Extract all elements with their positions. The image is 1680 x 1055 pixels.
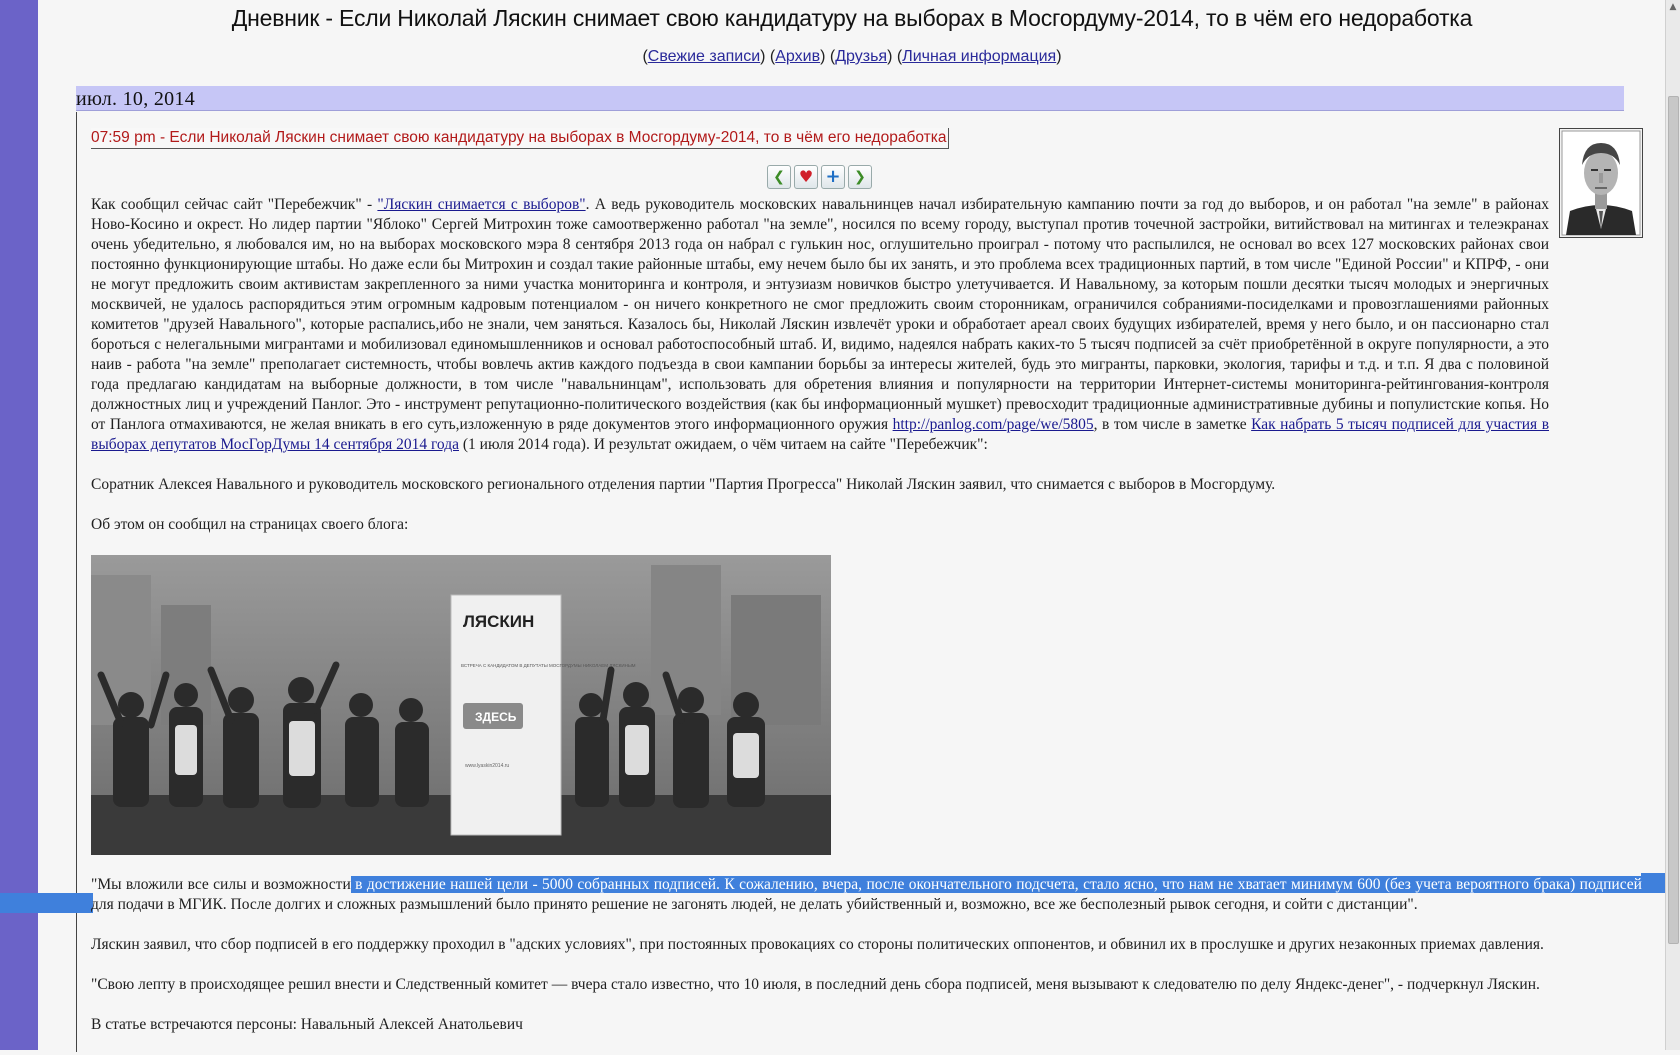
nav-recent-link[interactable]: Свежие записи <box>647 48 761 65</box>
text-fragment: Как сообщил сейчас сайт "Перебежчик" - <box>91 196 378 213</box>
entry-body <box>91 195 1642 1055</box>
quote-text: "Мы вложили все силы и возможности <box>91 876 351 893</box>
plus-icon[interactable]: + <box>821 165 845 189</box>
entry-action-icons <box>767 165 872 187</box>
text-fragment: , в том числе в заметке <box>1093 416 1252 433</box>
heart-icon[interactable]: ♥ <box>794 165 818 189</box>
page-title: Дневник - Если Николай Ляскин снимает свою кандидатуру на выборах в Мосгордуму-2014, то в чём его недоработка <box>231 5 1473 31</box>
nav-bracket: ) <box>1056 48 1062 65</box>
selection-highlight-margin <box>1641 873 1665 893</box>
nav-bracket: ) ( <box>760 48 776 65</box>
banner-url-text: www.lyaskin2014.ru <box>465 763 510 769</box>
entry-time: 07:59 pm <box>91 129 156 146</box>
paragraph-blog-source: Об этом он сообщил на страницах своего блога: <box>91 516 409 533</box>
prev-arrow-icon[interactable]: ❮ <box>767 165 791 189</box>
text-fragment: . А ведь руководитель московских навальнинцев начал избирательную кампанию почти за год до выборов, и он работал "на земле" в районах Ново-Косино и окрест. Но лидер партии "Яблоко" Сергей Митрохин тоже самоотверженно работал "на земле", носился по всему городу, выступал против точечной застройки, витийствовал на митингах и телеэкранах очень убедительно, я любовался им, но на выборах московского мэра 8 сентября 2013 года он набрал с гулькин нос, оглушительно проиграл - потому что распылился, не основал во всех 127 московских районах свои постоянно функционирующие штабы. Но даже если бы Митрохин и создал такие районные штабы, ему нечем было бы их занять, и это проблема всех традиционных партий, в том числе "Единой России" и КПРФ, - они не могут предложить своим активистам закрепленного за ними участка мониторинга и контроля, и энтузиазм новичков быстро улетучивается. И Навальному, за которым пошли десятки тысяч молодых и энергичных москвичей, не удалось распорядиться этим огромным кадровым потенциалом - он ничего конкретного не смог предложить своим сторонникам, ограничился собраниями-посиделками и провозглашениями районных комитетов "друзей Навального", которые распались,ибо не знали, чем заняться. Казалось бы, Николай Ляскин извлечёт уроки и обработает ареал своих будущих избирателей, время у него было, и он пассионарно стал бороться с нелегальными мигрантами и мобилизовал единомышленников и основал работоспособный штаб. И, видимо, надеялся набрать каких-то 5 тысяч подписей за счёт приобретённой в округе популярности, а это наив - работа "на земле" преполагает системность, чтобы вовлечь актив каждого подъезда в свои кампании борьбы за интересы жителей, будь это мигранты, парковки, экология, тарифы и т.д. и т.п. Я два с половиной года предлагаю кандидатам на выборные должности, в том числе "навальнинцам", использовать для обретения влияния и популярности на территории Интернет-системы мониторинга-рейтингования-контроля должностных лиц и учреждений Панлог. Это - инструмент репутационно-политического воздействия (как бы информационный мушкет) превосходит традиционные административные дубины и популистские копья. Но от Панлога отмахиваются, не желая вникать в его суть,изложенную в ряде документов этого информационного оружия <box>91 196 1549 433</box>
selection-highlight-margin <box>0 893 93 913</box>
journal-nav <box>38 48 1666 66</box>
vertical-scrollbar[interactable] <box>1665 0 1680 1050</box>
signatures-article-link[interactable]: Как набрать 5 тысяч подписей для участия в выборах депутатов МосГорДумы 14 сентября 2014 года <box>91 416 1550 453</box>
paragraph-quote <box>91 875 1642 915</box>
paragraph-announcement: Соратник Алексея Навального и руководитель московского регионального отделения партии "Партия Прогресса" Николай Ляскин заявил, что снимается с выборов в Мосгордуму. <box>91 476 1276 493</box>
text-fragment: (1 июля 2014 года). И результат ожидаем, о чём читаем на сайте "Перебежчик": <box>459 436 988 453</box>
nav-bracket: ) ( <box>887 48 903 65</box>
banner-caption-text: ВСТРЕЧА С КАНДИДАТОМ В ДЕПУТАТЫ МОСГОРДУМЫ НИКОЛАЕМ ЛЯСКИНЫМ <box>461 663 636 668</box>
nav-bracket: ( <box>642 48 648 65</box>
scroll-thumb[interactable] <box>1668 96 1679 944</box>
banner-name-text: ЛЯСКИН <box>463 612 535 631</box>
nav-friends-link[interactable]: Друзья <box>835 48 888 65</box>
banner-button-text: ЗДЕСЬ <box>475 710 517 724</box>
paragraph-conditions: Ляскин заявил, что сбор подписей в его поддержку проходил в "адских условиях", при постоянных провокациях со стороны политических оппонентов, и обвинил их в прослушке и других незаконных приемах давления. <box>91 936 1544 953</box>
paragraph-persons: В статье встречаются персоны: Навальный Алексей Анатольевич <box>91 1016 523 1033</box>
entry-title-link[interactable]: Если Николай Ляскин снимает свою кандидатуру на выборах в Мосгордуму-2014, то в чём его недоработка <box>169 129 947 146</box>
entry-separator: - <box>155 129 170 146</box>
campaign-team-photo <box>91 555 831 855</box>
lyaskin-withdraws-link[interactable]: "Ляскин снимается с выборов" <box>377 196 586 213</box>
entry-date-header: июл. 10, 2014 <box>76 86 1624 111</box>
panlog-url-link[interactable]: http://panlog.com/page/we/5805 <box>892 416 1094 433</box>
quote-text: для подачи в МГИК. После долгих и сложных размышлений было принято решение не загонять людей, не делать убийственный и, возможно, все же бесполезный рывок сегодня, и сойти с дистанции". <box>91 896 1418 913</box>
selected-quote-text[interactable]: в достижение нашей цели - 5000 собранных подписей. К сожалению, вчера, после окончательного подсчета, стало ясно, что нам не хватает минимум 600 (без учета вероятного брака) подписей <box>350 876 1642 893</box>
nav-archive-link[interactable]: Архив <box>775 48 821 65</box>
paragraph-intro <box>91 195 1549 455</box>
nav-bracket: ) ( <box>820 48 836 65</box>
entry-subject <box>91 128 949 149</box>
next-arrow-icon[interactable]: ❯ <box>848 165 872 189</box>
paragraph-investigation: "Свою лепту в происходящее решил внести и Следственный комитет — вчера стало известно, что 10 июля, в последний день сбора подписей, меня вызывают к следователю по делу Яндекс-денег", - подчеркнул Ляскин. <box>91 976 1540 993</box>
scroll-up-arrow-icon[interactable]: ▲ <box>1669 2 1677 12</box>
nav-info-link[interactable]: Личная информация <box>902 48 1057 65</box>
